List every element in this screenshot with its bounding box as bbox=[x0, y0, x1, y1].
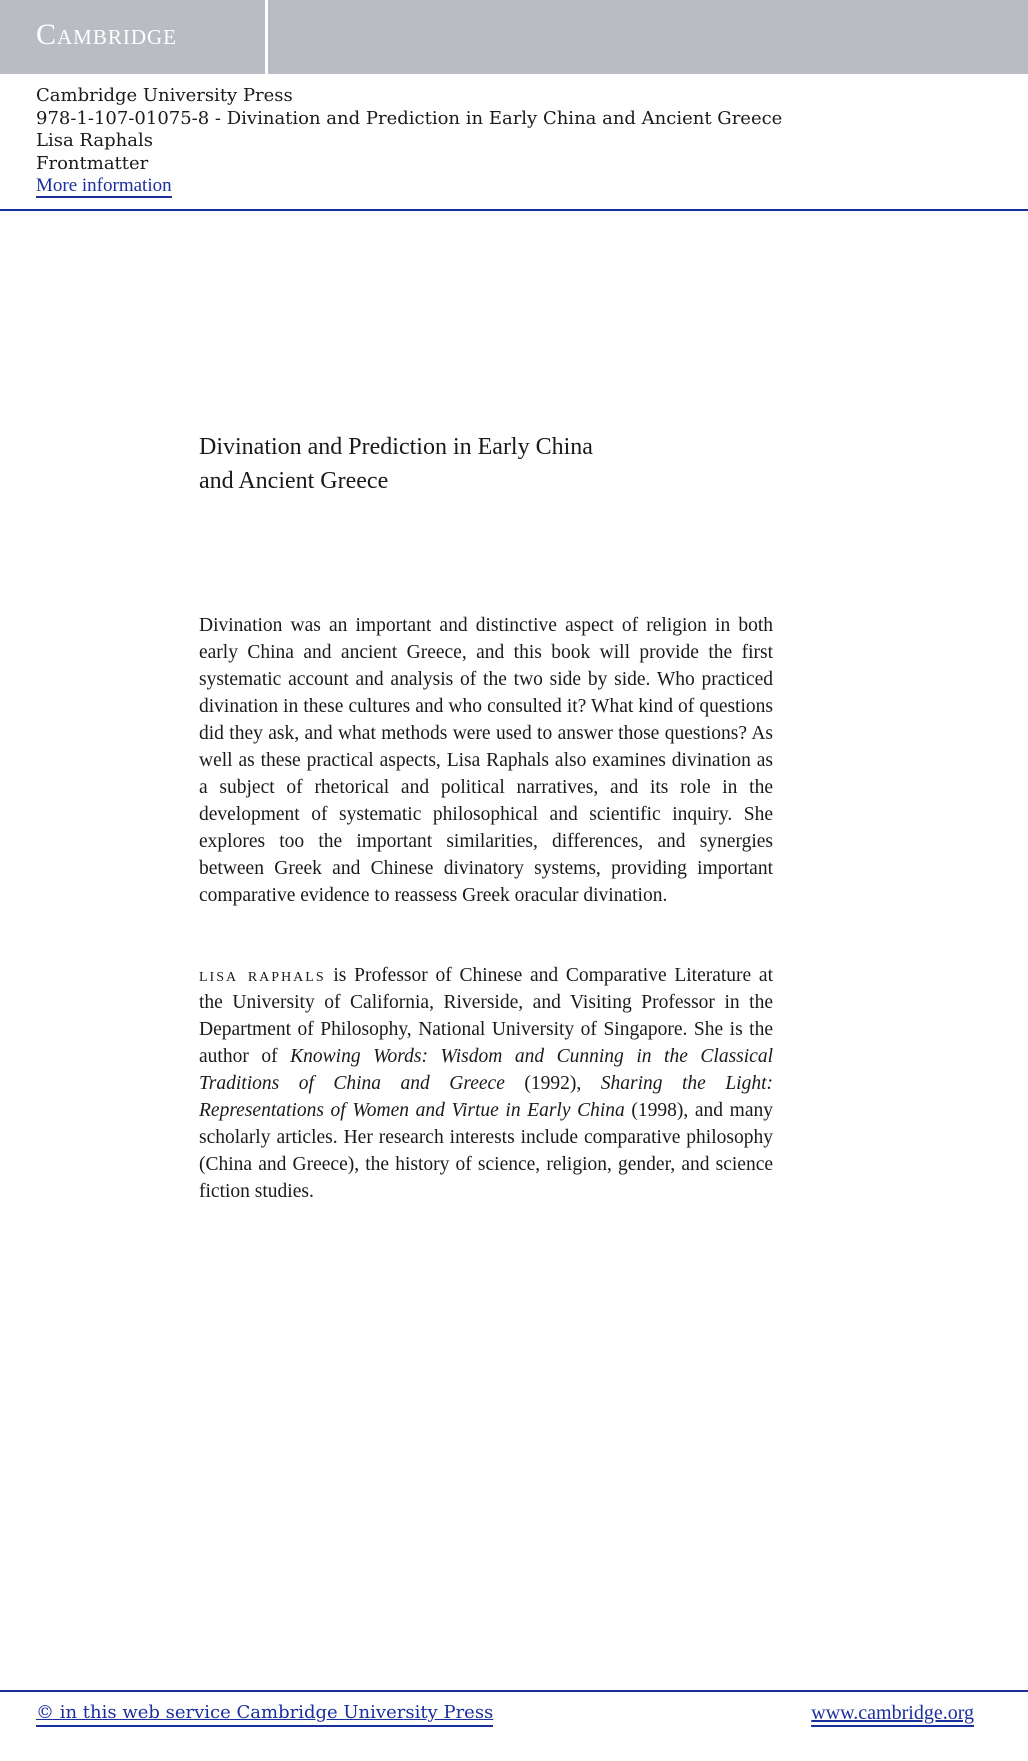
bio-text-2: (1992), bbox=[504, 1073, 601, 1094]
copyright-link[interactable]: © in this web service Cambridge University Press bbox=[36, 1701, 493, 1727]
header-divider bbox=[0, 209, 1028, 211]
footer-divider bbox=[0, 1690, 1028, 1692]
book-title bbox=[199, 430, 593, 498]
bio-book-2: Sharing the Light: Representations of Women and Virtue in Early China bbox=[199, 1073, 773, 1121]
description-paragraph: Divination was an important and distinctive aspect of religion in both early China and ancient Greece, and this book will provide the first systematic account and analysis of the two side by side. Who practiced divination in these cultures and who consulted it? What kind of questions did they ask, and what methods were used to answer those questions? As well as these practical aspects, Lisa Raphals also examines divination as a subject of rhetorical and political narratives, and its role in the development of systematic philosophical and scientific inquiry. She explores too the important similarities, differences, and synergies between Greek and Chinese divinatory systems, providing important comparative evidence to reassess Greek oracular divination. bbox=[199, 615, 773, 906]
bio-text-3: (1998), and many scholarly articles. Her research interests include comparative philosophy (China and Greece), the history of science, religion, gender, and science fiction studies. bbox=[199, 1100, 773, 1202]
bio-text-1: is Professor of Chinese and Comparative Literature at the University of California, Riverside, and Visiting Professor in the Department of Philosophy, National University of Singapore. She is the author of bbox=[199, 965, 774, 1067]
logo-box bbox=[0, 0, 268, 74]
bio-book-1: Knowing Words: Wisdom and Cunning in the Classical Traditions of China and Greece bbox=[199, 1046, 773, 1094]
book-title-line-1: Divination and Prediction in Early China bbox=[199, 434, 593, 460]
website-link[interactable]: www.cambridge.org bbox=[811, 1701, 974, 1727]
book-meta bbox=[36, 85, 782, 198]
author-bio-paragraph bbox=[199, 962, 773, 1205]
book-title-line-2: and Ancient Greece bbox=[199, 468, 389, 494]
isbn-title: 978-1-107-01075-8 - Divination and Prediction in Early China and Ancient Greece bbox=[36, 107, 783, 129]
cambridge-logo: Cambridge bbox=[36, 18, 178, 51]
header-banner bbox=[0, 0, 1028, 74]
author-name: Lisa Raphals bbox=[36, 130, 153, 151]
bio-author-name: lisa raphals bbox=[199, 965, 326, 986]
section-name: Frontmatter bbox=[36, 152, 149, 174]
more-information-link[interactable]: More information bbox=[36, 175, 172, 196]
publisher-name: Cambridge University Press bbox=[36, 85, 293, 106]
